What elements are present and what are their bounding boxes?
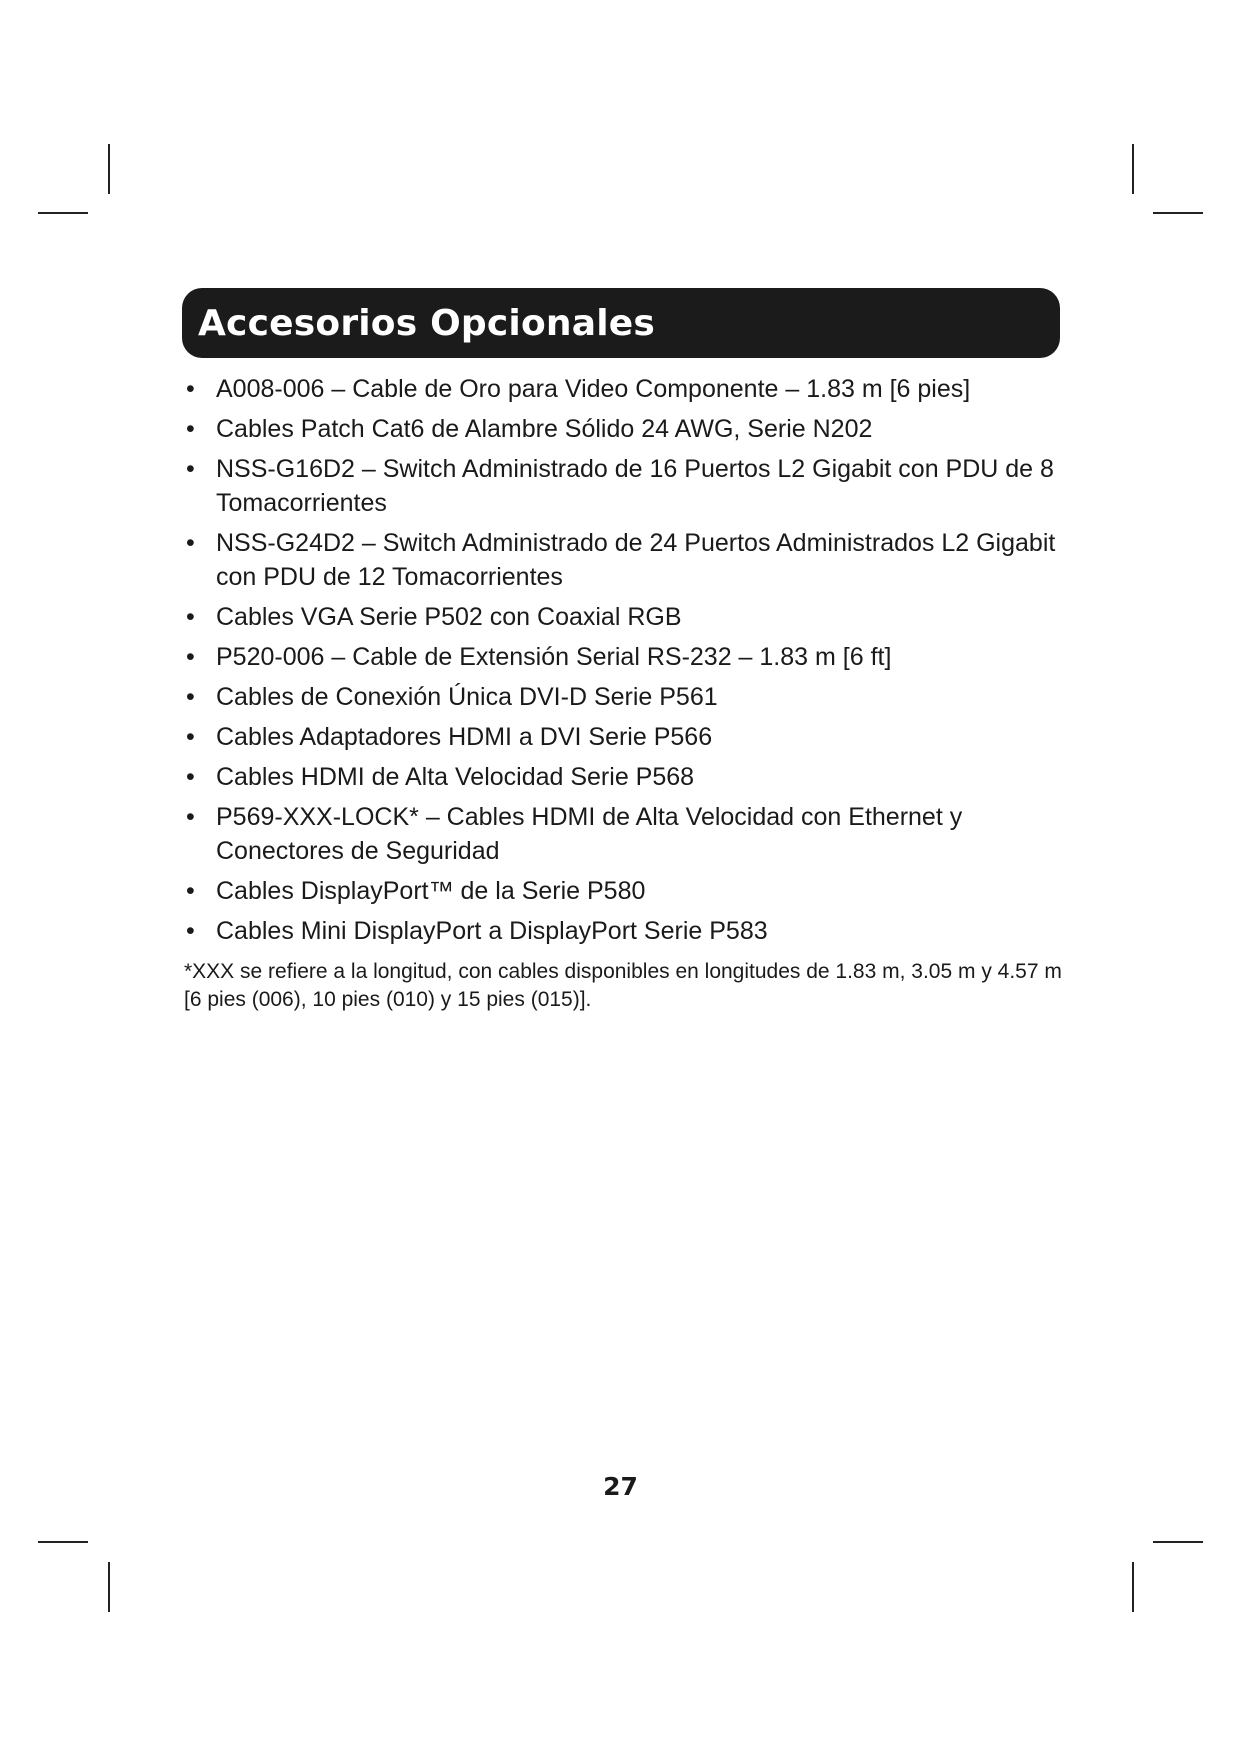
crop-mark-top-right-horizontal [1153, 212, 1203, 214]
accessories-list [186, 372, 1066, 954]
list-item [186, 680, 1066, 714]
list-item [186, 372, 1066, 406]
bullet-icon: • [186, 803, 195, 831]
list-item-text: Cables HDMI de Alta Velocidad Serie P568 [216, 763, 695, 791]
bullet-icon: • [186, 643, 195, 671]
page-number: 27 [603, 1472, 638, 1501]
list-item [186, 874, 1066, 908]
list-item [186, 760, 1066, 794]
list-item [186, 640, 1066, 674]
bullet-icon: • [186, 455, 195, 483]
list-item [186, 720, 1066, 754]
list-item-text: Cables Patch Cat6 de Alambre Sólido 24 AWG, Serie N202 [216, 415, 873, 443]
list-item-text: Cables de Conexión Única DVI-D Serie P561 [216, 683, 718, 711]
bullet-icon: • [186, 723, 195, 751]
list-item [186, 800, 1066, 868]
list-item-text: Cables Adaptadores HDMI a DVI Serie P566 [216, 723, 713, 751]
list-item-text: NSS-G16D2 – Switch Administrado de 16 Puertos L2 Gigabit con PDU de 8 Tomacorrientes [216, 455, 1054, 517]
list-item [186, 452, 1066, 520]
bullet-icon: • [186, 415, 195, 443]
crop-mark-top-left-vertical [108, 144, 110, 194]
bullet-icon: • [186, 877, 195, 905]
crop-mark-bottom-left-horizontal [38, 1541, 88, 1543]
crop-mark-top-left-horizontal [38, 212, 88, 214]
bullet-icon: • [186, 763, 195, 791]
crop-mark-bottom-left-vertical [108, 1562, 110, 1612]
bullet-icon: • [186, 603, 195, 631]
footnote: *XXX se refiere a la longitud, con cables disponibles en longitudes de 1.83 m, 3.05 m y 4.57 m [6 pies (006), 10 pies (010) y 15 pies (015)]. [184, 960, 1062, 1011]
list-item-text: P520-006 – Cable de Extensión Serial RS-232 – 1.83 m [6 ft] [216, 643, 892, 671]
bullet-icon: • [186, 917, 195, 945]
section-title: Accesorios Opcionales [198, 302, 655, 344]
list-item-text: A008-006 – Cable de Oro para Video Componente – 1.83 m [6 pies] [216, 375, 971, 403]
crop-mark-top-right-vertical [1132, 144, 1134, 194]
list-item [186, 526, 1066, 594]
bullet-icon: • [186, 375, 195, 403]
crop-mark-bottom-right-horizontal [1153, 1541, 1203, 1543]
list-item [186, 412, 1066, 446]
list-item [186, 600, 1066, 634]
list-item [186, 914, 1066, 948]
crop-mark-bottom-right-vertical [1132, 1562, 1134, 1612]
list-item-text: P569-XXX-LOCK* – Cables HDMI de Alta Velocidad con Ethernet y Conectores de Seguridad [216, 803, 963, 865]
section-header-bar [182, 288, 1060, 358]
list-item-text: NSS-G24D2 – Switch Administrado de 24 Puertos Administrados L2 Gigabit con PDU de 12 Tomacorrientes [216, 529, 1056, 591]
list-item-text: Cables Mini DisplayPort a DisplayPort Serie P583 [216, 917, 768, 945]
bullet-icon: • [186, 683, 195, 711]
list-item-text: Cables DisplayPort™ de la Serie P580 [216, 877, 646, 905]
bullet-icon: • [186, 529, 195, 557]
list-item-text: Cables VGA Serie P502 con Coaxial RGB [216, 603, 682, 631]
